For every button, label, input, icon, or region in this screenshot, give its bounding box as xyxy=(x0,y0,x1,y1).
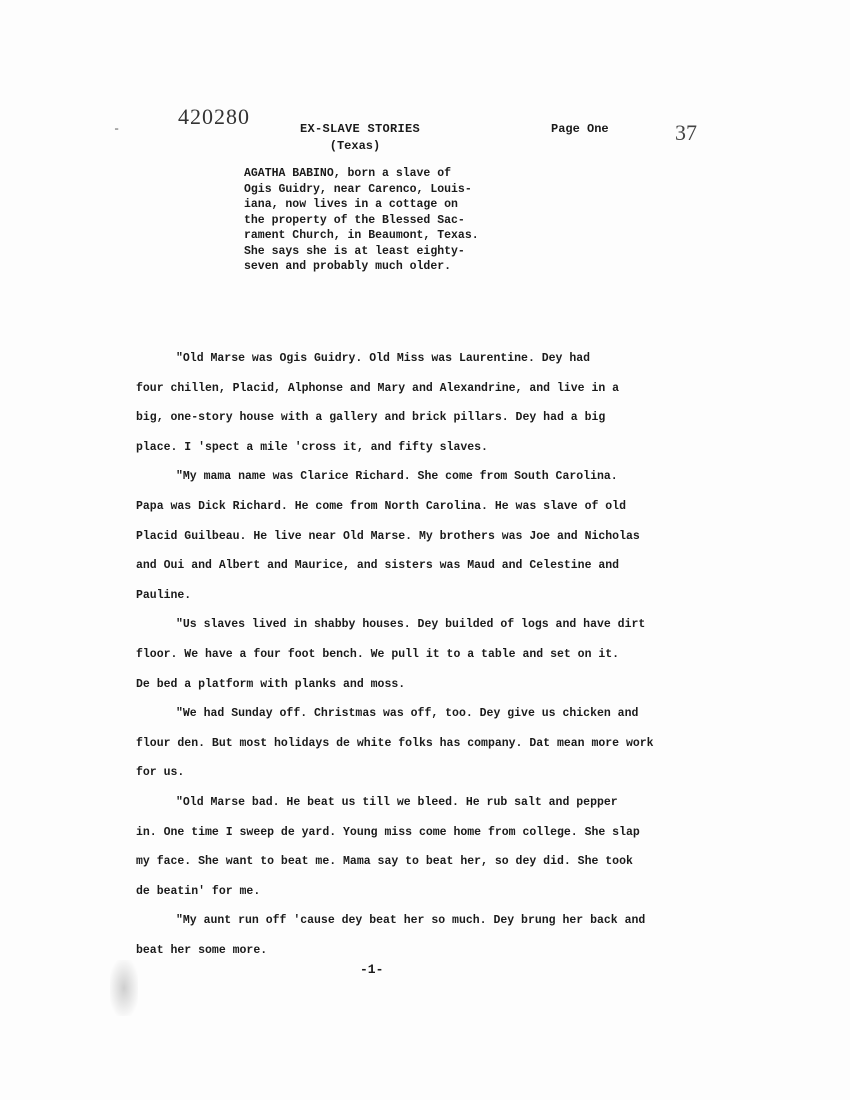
intro-line: iana, now lives in a cottage on xyxy=(244,198,458,211)
body-line: "My mama name was Clarice Richard. She come from South Carolina. xyxy=(176,470,618,484)
body-line: big, one-story house with a gallery and brick pillars. Dey had a big xyxy=(136,411,606,425)
intro-line: She says she is at least eighty- xyxy=(244,244,465,258)
collection-subtitle: (Texas) xyxy=(329,139,381,153)
body-line: beat her some more. xyxy=(136,943,268,957)
intro-line: seven and probably much older. xyxy=(244,260,452,273)
body-line: my face. She want to beat me. Mama say to beat her, so dey did. She took xyxy=(136,855,633,869)
page-number: -1- xyxy=(360,962,384,977)
margin-mark: - xyxy=(113,122,121,136)
body-line: Papa was Dick Richard. He come from North Carolina. He was slave of old xyxy=(136,499,626,513)
body-line: "Old Marse was Ogis Guidry. Old Miss was Laurentine. Dey had xyxy=(176,352,591,365)
body-line: for us. xyxy=(136,766,185,780)
body-line: flour den. But most holidays de white folks has company. Dat mean more work xyxy=(136,736,654,750)
page-label: Page One xyxy=(551,122,609,136)
body-line: place. I 'spect a mile 'cross it, and fifty slaves. xyxy=(136,440,488,454)
body-line: "My aunt run off 'cause dey beat her so much. Dey brung her back and xyxy=(176,914,646,928)
body-line: De bed a platform with planks and moss. xyxy=(136,677,406,691)
body-line: "Us slaves lived in shabby houses. Dey builded of logs and have dirt xyxy=(176,618,646,632)
intro-paragraph xyxy=(244,166,514,275)
body-line: "We had Sunday off. Christmas was off, too. Dey give us chicken and xyxy=(176,707,639,721)
collection-title: EX-SLAVE STORIES xyxy=(300,122,421,136)
intro-line: AGATHA BABINO, born a slave of xyxy=(244,167,452,180)
intro-line: the property of the Blessed Sac- xyxy=(244,213,465,227)
body-line: "Old Marse bad. He beat us till we bleed. He rub salt and pepper xyxy=(176,795,618,809)
narrative-body xyxy=(136,344,696,965)
folio-number: 37 xyxy=(675,120,697,145)
body-line: floor. We have a four foot bench. We pull it to a table and set on it. xyxy=(136,647,620,661)
body-line: de beatin' for me. xyxy=(136,884,261,898)
body-line: in. One time I sweep de yard. Young miss come home from college. She slap xyxy=(136,825,640,839)
body-line: Pauline. xyxy=(136,588,192,602)
document-id-number: 420280 xyxy=(178,104,250,129)
intro-line: rament Church, in Beaumont, Texas. xyxy=(244,229,479,242)
body-line: four chillen, Placid, Alphonse and Mary and Alexandrine, and live in a xyxy=(136,381,620,395)
intro-line: Ogis Guidry, near Carenco, Louis- xyxy=(244,182,472,196)
scan-smudge xyxy=(110,960,138,1016)
body-line: and Oui and Albert and Maurice, and sisters was Maud and Celestine and xyxy=(136,559,620,573)
body-line: Placid Guilbeau. He live near Old Marse. My brothers was Joe and Nicholas xyxy=(136,529,640,543)
